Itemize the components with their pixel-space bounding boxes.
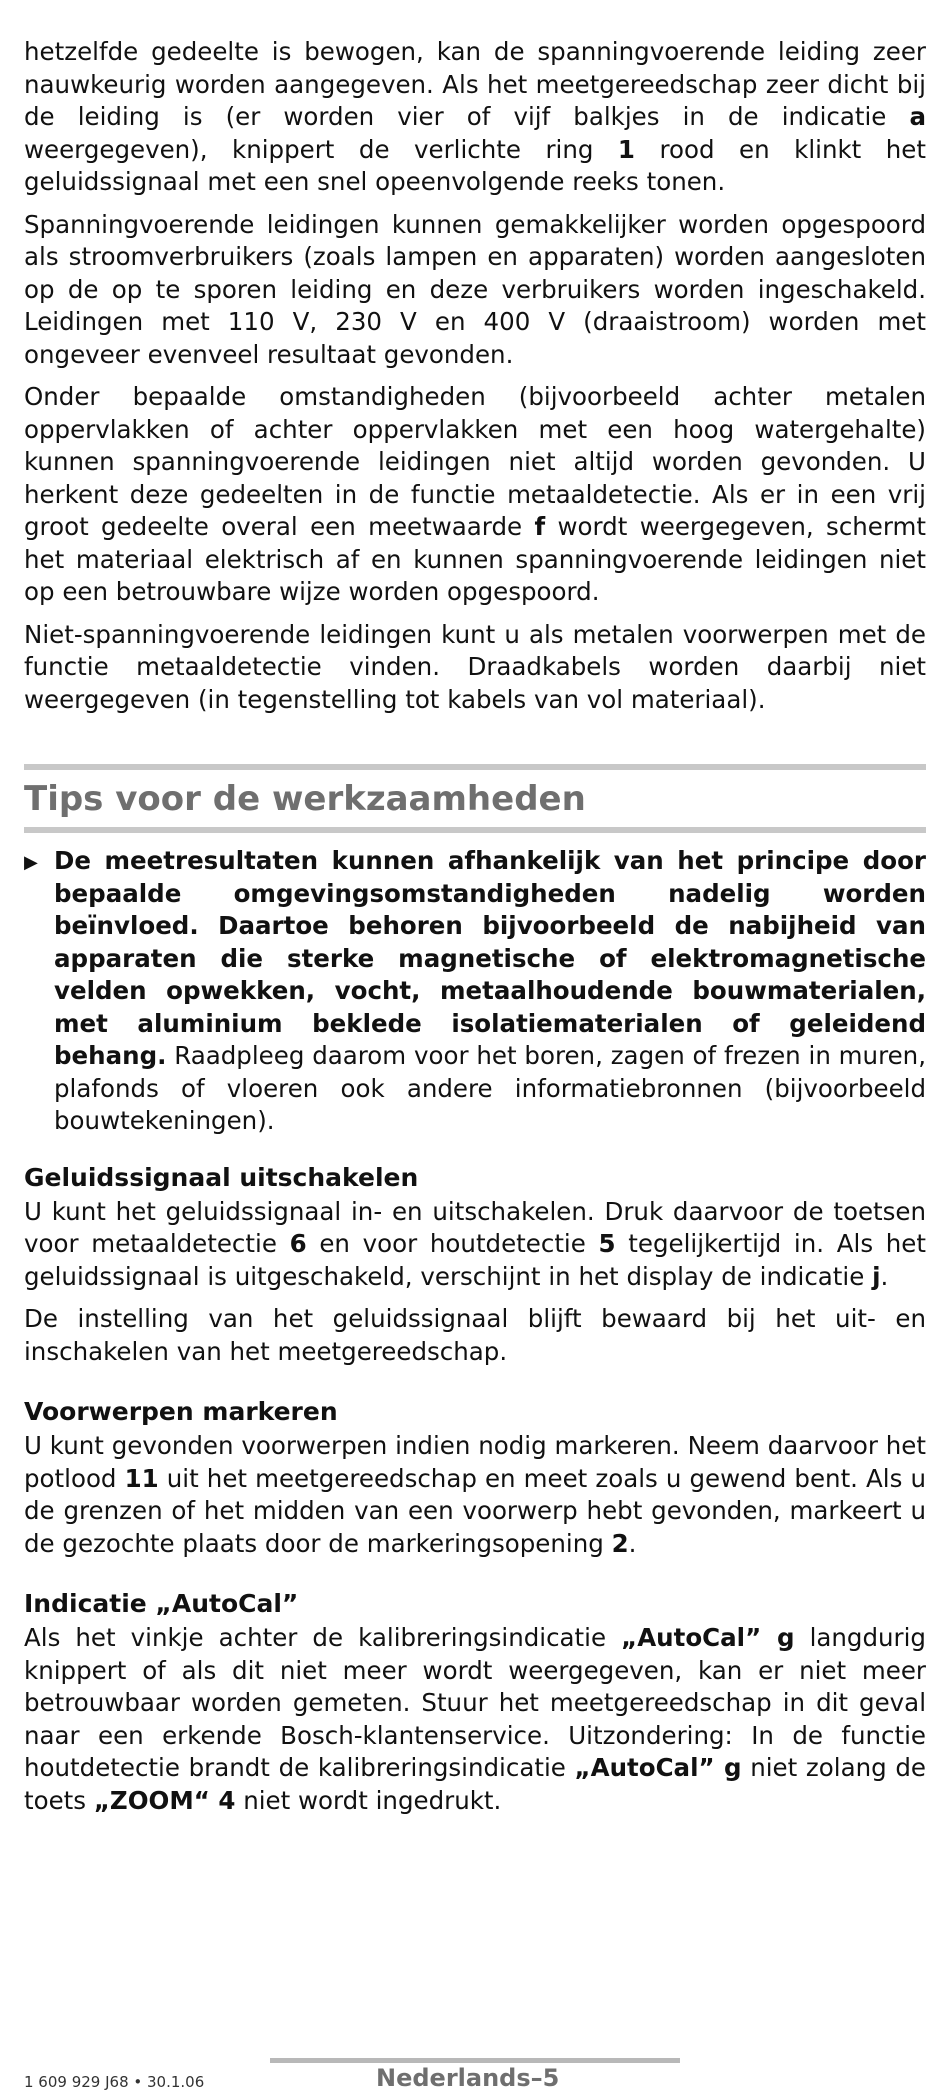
sound-paragraph-2: De instelling van het geluidssignaal blijft bewaard bij het uit- en inschakelen van het meetgereedschap. bbox=[24, 1304, 926, 1366]
marking-paragraph-1: U kunt gevonden voorwerpen indien nodig markeren. Neem daarvoor het potlood 11 uit het meetgereedschap en meet zoals u gewend bent. Als u de grenzen of het midden van een voorwerp hebt gevonden, markeert u de gezochte plaats door de markeringsopening 2. bbox=[24, 1431, 926, 1558]
subsection-heading-autocal: Indicatie „AutoCal” bbox=[24, 1589, 299, 1618]
page-content bbox=[24, 36, 926, 1827]
subsection-heading-sound: Geluidssignaal uitschakelen bbox=[24, 1162, 419, 1192]
tip-text: De meetresultaten kunnen afhankelijk van het principe door bepaalde omgevingsomstandigheden nadelig worden beïnvloed. Daartoe behoren bijvoorbeeld de nabijheid van apparaten die sterke magnetische of elektromagnetische velden opwekken, vocht, metaalhoudende bouwmaterialen, met aluminium beklede isolatiematerialen of geleidend behang. Raadpleeg daarom voor het boren, zagen of frezen in muren, plafonds of vloeren ook andere informatiebronnen (bijvoorbeeld bouwtekeningen). bbox=[54, 846, 926, 1135]
section-rule-bottom bbox=[24, 827, 926, 833]
subsection-heading-marking: Voorwerpen markeren bbox=[24, 1397, 338, 1426]
section-rule-top bbox=[24, 764, 926, 770]
intro-paragraph-4: Niet-spanningvoerende leidingen kunt u als metalen voorwerpen met de functie metaaldetectie vinden. Draadkabels worden daarbij niet weergegeven (in tegenstelling tot kabels van vol materiaal). bbox=[24, 619, 926, 714]
footer-rule bbox=[270, 2058, 680, 2063]
autocal-paragraph-1: Als het vinkje achter de kalibreringsindicatie „AutoCal” g langdurig knippert of als dit niet meer wordt weergegeven, kan er niet meer betrouwbaar worden gemeten. Stuur het meetgereedschap in dit geval naar een erkende Bosch-klantenservice. Uitzondering: In de functie houtdetectie brandt de kalibreringsindicatie „AutoCal” g niet zolang de toets „ZOOM“ 4 niet wordt ingedrukt. bbox=[24, 1623, 926, 1815]
bullet-arrow-icon: ▶ bbox=[24, 852, 38, 873]
tip-item bbox=[24, 845, 926, 1138]
intro-paragraph-1: hetzelfde gedeelte is bewogen, kan de spanningvoerende leiding zeer nauwkeurig worden aangegeven. Als het meetgereedschap zeer dicht bij de leiding is (er worden vier of vijf balkjes in de indicatie a weergegeven), knippert de verlichte ring 1 rood en klinkt het geluidssignaal met een snel opeenvolgende reeks tonen. bbox=[24, 37, 926, 196]
doc-number: 1 609 929 J68 • 30.1.06 bbox=[24, 2073, 205, 2091]
section-title: Tips voor de werkzaamheden bbox=[24, 779, 586, 819]
page-footer bbox=[0, 2058, 950, 2092]
intro-paragraph-3: Onder bepaalde omstandigheden (bijvoorbeeld achter metalen oppervlakken of achter oppervlakken met een hoog watergehalte) kunnen spanningvoerende leidingen niet altijd worden gevonden. U herkent deze gedeelten in de functie metaaldetectie. Als er in een vrij groot gedeelte overal een meetwaarde f wordt weergegeven, schermt het materiaal elektrisch af en kunnen spanningvoerende leidingen niet op een betrouwbare wijze worden opgespoord. bbox=[24, 382, 926, 606]
intro-paragraph-2: Spanningvoerende leidingen kunnen gemakkelijker worden opgespoord als stroomverbruikers (zoals lampen en apparaten) worden aangesloten op de op te sporen leiding en deze verbruikers worden ingeschakeld. Leidingen met 110 V, 230 V en 400 V (draaistroom) worden met ongeveer evenveel resultaat gevonden. bbox=[24, 209, 926, 369]
page-label: Nederlands–5 bbox=[376, 2064, 560, 2092]
sound-paragraph-1: U kunt het geluidssignaal in- en uitschakelen. Druk daarvoor de toetsen voor metaaldetectie 6 en voor houtdetectie 5 tegelijkertijd in. Als het geluidssignaal is uitgeschakeld, verschijnt in het display de indicatie j. bbox=[24, 1196, 926, 1291]
